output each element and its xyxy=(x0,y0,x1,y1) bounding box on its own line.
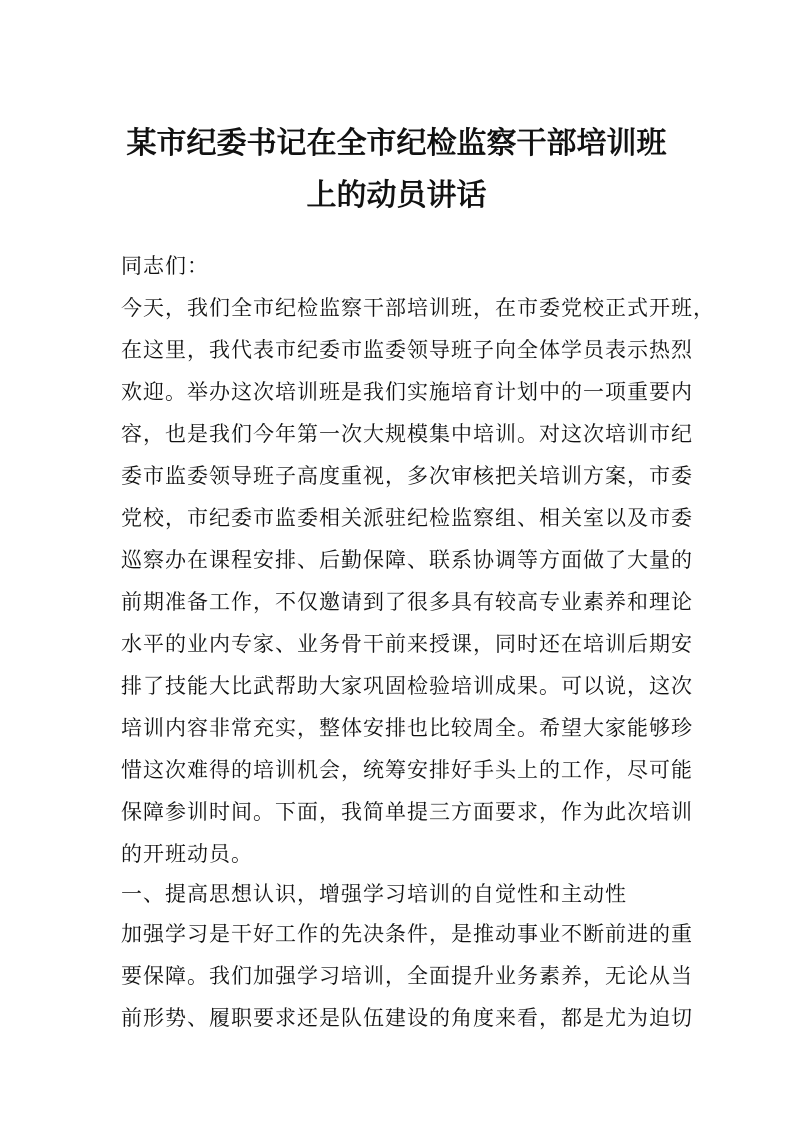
text-line: 欢迎。举办这次培训班是我们实施培育计划中的一项重要内 xyxy=(121,380,693,404)
text-line: 保障参训时间。下面，我简单提三方面要求，作为此次培训 xyxy=(121,800,693,824)
text-line: 前形势、履职要求还是队伍建设的角度来看，都是尤为迫切 xyxy=(121,1006,693,1030)
text-line: 水平的业内专家、业务骨干前来授课，同时还在培训后期安 xyxy=(121,632,693,656)
text-line: 的开班动员。 xyxy=(121,842,253,866)
document-title-line-1: 某市纪委书记在全市纪检监察干部培训班 xyxy=(126,126,667,161)
text-line: 党校，市纪委市监委相关派驻纪检监察组、相关室以及市委 xyxy=(121,506,693,530)
text-line: 在这里，我代表市纪委市监委领导班子向全体学员表示热烈 xyxy=(121,338,693,362)
text-line: 巡察办在课程安排、后勤保障、联系协调等方面做了大量的 xyxy=(121,548,693,572)
text-line: 今天，我们全市纪检监察干部培训班，在市委党校正式开班， xyxy=(121,296,715,320)
text-line: 加强学习是干好工作的先决条件，是推动事业不断前进的重 xyxy=(121,922,693,946)
salutation: 同志们： xyxy=(121,254,209,278)
text-line: 要保障。我们加强学习培训，全面提升业务素养，无论从当 xyxy=(121,964,693,988)
text-line: 排了技能大比武帮助大家巩固检验培训成果。可以说，这次 xyxy=(121,674,693,698)
document-title-line-2: 上的动员讲话 xyxy=(306,178,487,213)
text-line: 惜这次难得的培训机会，统筹安排好手头上的工作，尽可能 xyxy=(121,758,693,782)
section-heading: 一、提高思想认识，增强学习培训的自觉性和主动性 xyxy=(121,882,627,906)
text-line: 容，也是我们今年第一次大规模集中培训。对这次培训市纪 xyxy=(121,422,693,446)
text-line: 委市监委领导班子高度重视，多次审核把关培训方案，市委 xyxy=(121,464,693,488)
text-line: 培训内容非常充实，整体安排也比较周全。希望大家能够珍 xyxy=(121,716,693,740)
text-line: 前期准备工作，不仅邀请到了很多具有较高专业素养和理论 xyxy=(121,590,693,614)
